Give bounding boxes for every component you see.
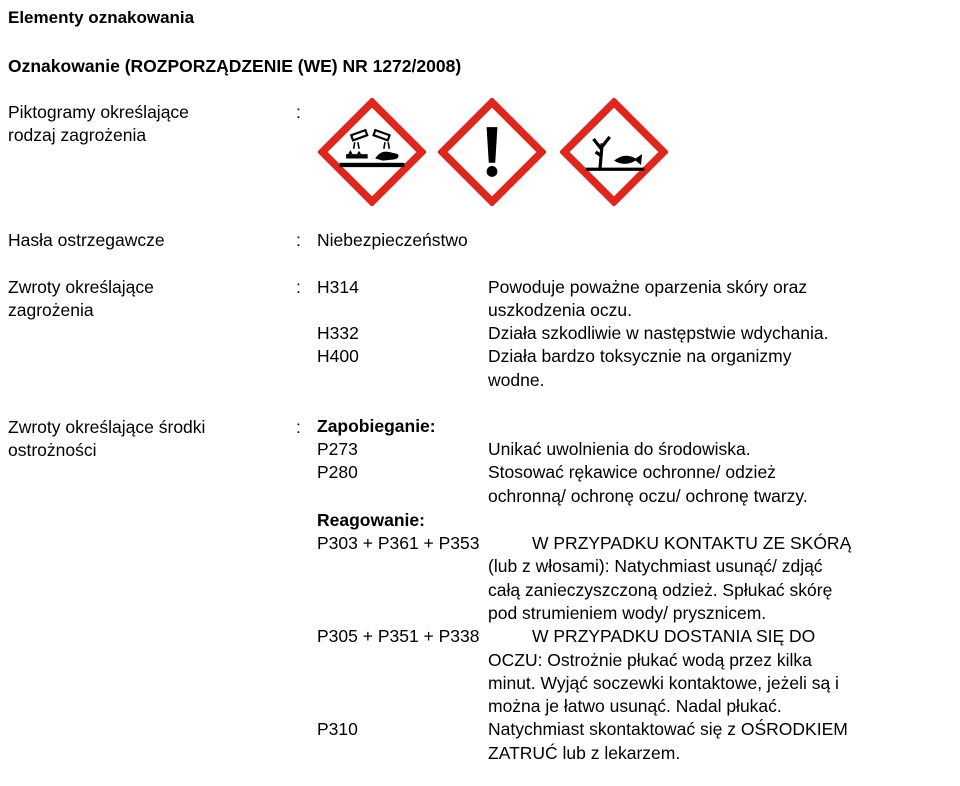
precaution-text: Unikać uwolnienia do środowiska. <box>488 439 751 459</box>
hazard-code: H332 <box>317 323 359 343</box>
hazard-text: wodne. <box>488 370 545 390</box>
signal-word-label: Hasła ostrzegawcze <box>8 230 165 250</box>
response-title: Reagowanie: <box>317 510 425 530</box>
precaution-text: Stosować rękawice ochronne/ odzież <box>488 462 776 482</box>
precaution-label-line2: ostrożności <box>8 440 97 460</box>
prevention-title: Zapobieganie: <box>317 416 436 436</box>
precaution-text: minut. Wyjąć soczewki kontaktowe, jeżeli są i <box>488 673 839 693</box>
pictograms-label-line2: rodzaj zagrożenia <box>8 125 147 145</box>
precaution-text: OCZU: Ostrożnie płukać wodą przez kilka <box>488 650 812 670</box>
hazard-text: uszkodzenia oczu. <box>488 300 632 320</box>
hazard-text: Działa bardzo toksycznie na organizmy <box>488 346 792 366</box>
hazard-text: Powoduje poważne oparzenia skóry oraz <box>488 277 808 297</box>
hazard-code: H314 <box>317 277 359 297</box>
separator: : <box>296 277 301 297</box>
precaution-label-line1: Zwroty określające środki <box>8 417 206 437</box>
corrosion-icon <box>318 98 426 206</box>
subsection-heading: Oznakowanie (ROZPORZĄDZENIE (WE) NR 1272/2008) <box>8 56 462 76</box>
separator: : <box>296 230 301 250</box>
precaution-text: W PRZYPADKU DOSTANIA SIĘ DO <box>532 626 816 646</box>
hazard-code: H400 <box>317 346 359 366</box>
precaution-code: P305 + P351 + P338 <box>317 626 480 646</box>
precaution-text: (lub z włosami): Natychmiast usunąć/ zdjąć <box>488 556 823 576</box>
precaution-text: całą zanieczyszczoną odzież. Spłukać skórę <box>488 580 833 600</box>
precaution-text: pod strumieniem wody/ prysznicem. <box>488 603 767 623</box>
hazard-text: Działa szkodliwie w następstwie wdychania. <box>488 323 829 343</box>
hazard-label-line1: Zwroty określające <box>8 277 154 297</box>
precaution-text: ZATRUĆ lub z lekarzem. <box>488 743 681 763</box>
precaution-text: ochronną/ ochronę oczu/ ochronę twarzy. <box>488 486 808 506</box>
precaution-text: Natychmiast skontaktować się z OŚRODKIEM <box>488 719 848 739</box>
pictograms-label-line1: Piktogramy określające <box>8 102 189 122</box>
precaution-code: P273 <box>317 439 358 459</box>
signal-word-value: Niebezpieczeństwo <box>317 230 468 250</box>
precaution-text: W PRZYPADKU KONTAKTU ZE SKÓRĄ <box>532 533 852 553</box>
precaution-code: P303 + P361 + P353 <box>317 533 480 553</box>
hazard-label-line2: zagrożenia <box>8 300 94 320</box>
separator: : <box>296 417 301 437</box>
precaution-code: P280 <box>317 462 358 482</box>
exclamation-mark-icon <box>438 98 546 206</box>
separator: : <box>296 102 301 122</box>
precaution-code: P310 <box>317 719 358 739</box>
environment-icon <box>560 98 668 206</box>
precaution-text: można je łatwo usunąć. Nadal płukać. <box>488 696 782 716</box>
section-heading: Elementy oznakowania <box>8 8 195 27</box>
